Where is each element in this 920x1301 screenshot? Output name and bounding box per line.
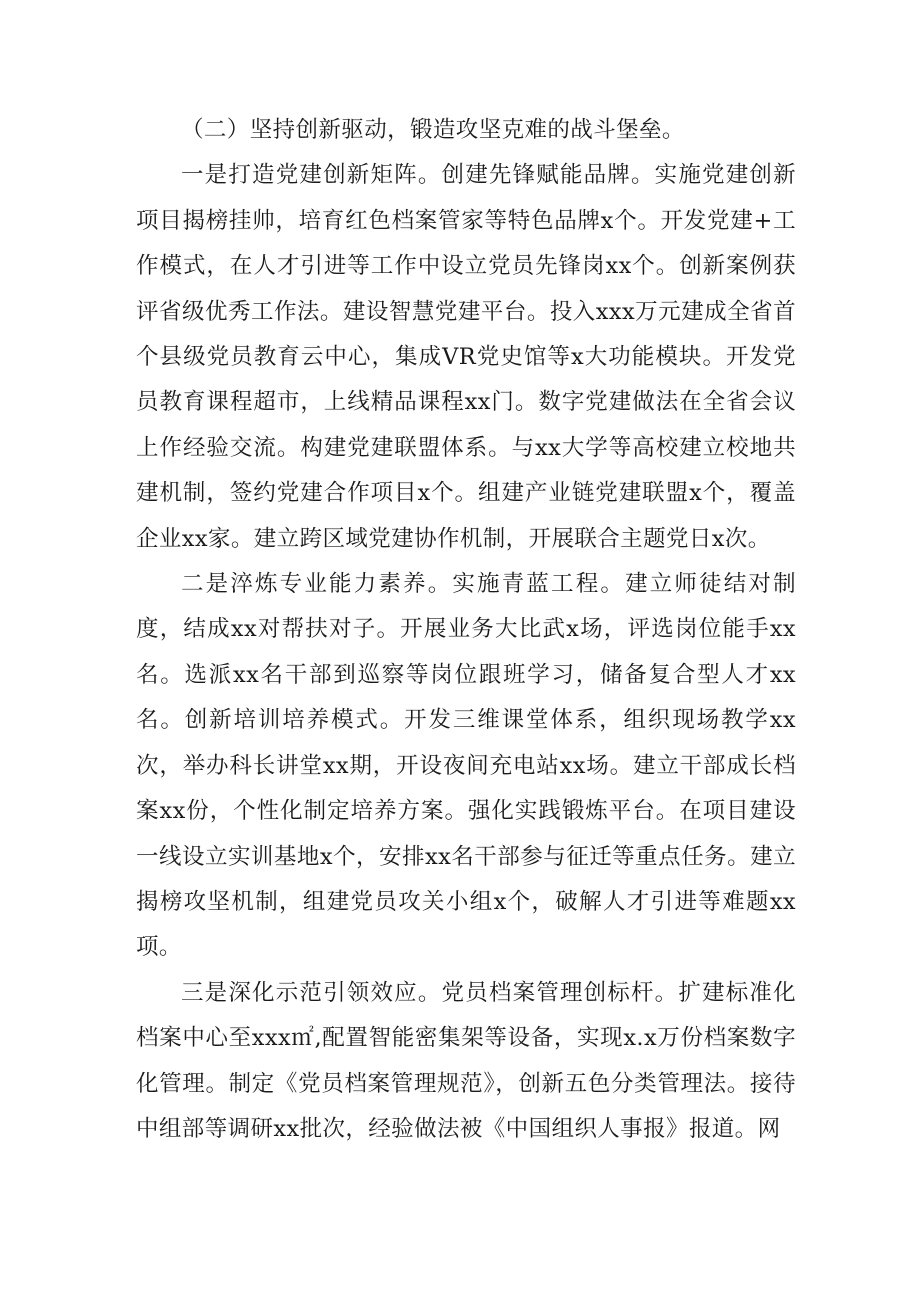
document-body [136,108,796,1152]
paragraph-2: 二是淬炼专业能力素养。实施青蓝工程。建立师徒结对制度，结成xx对帮扶对子。开展业务大比武x场，评选岗位能手xx名。选派xx名干部到巡察等岗位跟班学习，储备复合型人才xx名。创新培训培养模式。开发三维课堂体系，组织现场教学xx次，举办科长讲堂xx期，开设夜间充电站xx场。建立干部成长档案xx份，个性化制定培养方案。强化实践锻炼平台。在项目建设一线设立实训基地x个，安排xx名干部参与征迁等重点任务。建立揭榜攻坚机制，组建党员攻关小组x个，破解人才引进等难题xx项。 [136,571,796,961]
section-heading: （二）坚持创新驱动，锻造攻坚克难的战斗堡垒。 [181,117,685,143]
paragraph-1: 一是打造党建创新矩阵。创建先锋赋能品牌。实施党建创新项目揭榜挂帅，培育红色档案管家等特色品牌x个。开发党建+工作模式，在人才引进等工作中设立党员先锋岗xx个。创新案例获评省级优秀工作法。建设智慧党建平台。投入xxx万元建成全省首个县级党员教育云中心，集成VR党史馆等x大功能模块。开发党员教育课程超市，上线精品课程xx门。数字党建做法在全省会议上作经验交流。构建党建联盟体系。与xx大学等高校建立校地共建机制，签约党建合作项目x个。组建产业链党建联盟x个，覆盖企业xx家。建立跨区域党建协作机制，开展联合主题党日x次。 [136,162,796,552]
paragraph-3: 三是深化示范引领效应。党员档案管理创标杆。扩建标准化档案中心至xxx㎡,配置智能密集架等设备，实现x.x万份档案数字化管理。制定《党员档案管理规范》，创新五色分类管理法。接待中组部等调研xx批次，经验做法被《中国组织人事报》报道。网 [136,979,796,1142]
